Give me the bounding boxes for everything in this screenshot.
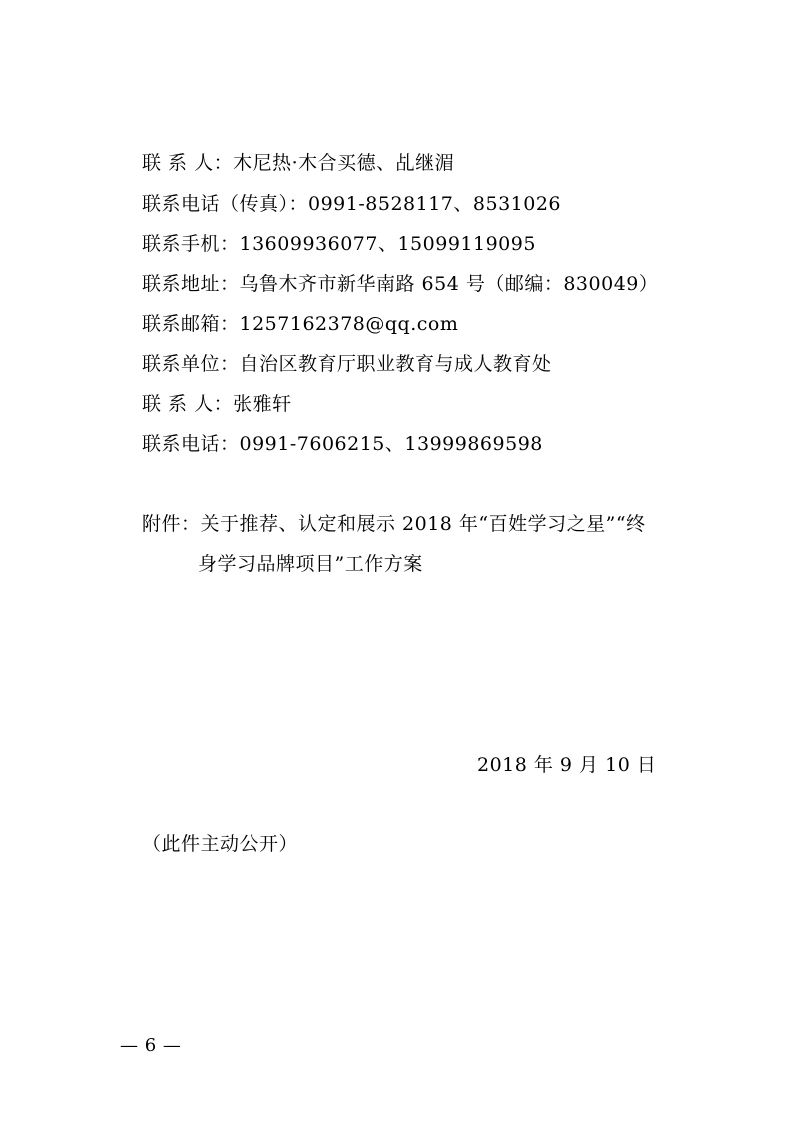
contact-phone-2: 联系电话：0991-7606215、13999869598 (142, 433, 543, 455)
contact-mobile: 联系手机：13609936077、15099119095 (142, 233, 536, 255)
document-date: 2018 年 9 月 10 日 (477, 754, 657, 776)
contact-address: 联系地址：乌鲁木齐市新华南路 654 号（邮编：830049） (142, 273, 659, 295)
attachment-line-1: 附件：关于推荐、认定和展示 2018 年“百姓学习之星”“终 (142, 513, 646, 535)
contact-email: 联系邮箱：1257162378@qq.com (142, 313, 459, 335)
contact-person-1: 联 系 人：木尼热·木合买德、乩继湄 (142, 152, 455, 174)
contact-person-2: 联 系 人：张雅轩 (142, 393, 292, 415)
contact-phone-fax: 联系电话（传真）：0991-8528117、8531026 (142, 193, 562, 215)
public-notice: （此件主动公开） (142, 833, 299, 855)
page-number: — 6 — (120, 1035, 182, 1056)
attachment-line-2: 身学习品牌项目”工作方案 (198, 553, 423, 575)
contact-unit: 联系单位：自治区教育厅职业教育与成人教育处 (142, 353, 552, 375)
